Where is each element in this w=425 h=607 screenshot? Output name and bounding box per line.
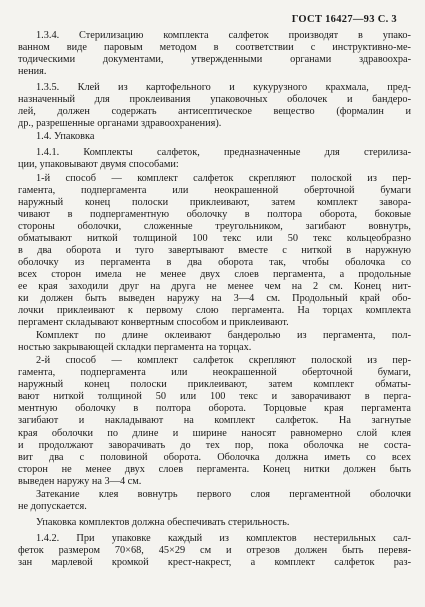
text-line: наружный конец полоски приклеивают, затем комплект обматы- (18, 379, 411, 391)
text-line: гамента, подпергамента или неокрашенной оберточной бумаги, (18, 367, 411, 379)
text-line: наружный конец полоски приклеивают, затем комплект завора- (18, 196, 411, 208)
text-line: лей, должен содержать антисептическое вещество (формалин и (18, 106, 411, 118)
text-line: 2-й способ — комплект салфеток скрепляют полоской из пер- (36, 355, 411, 367)
text-line: и продолжают заворачивать до тех пор, пока оболочка не соста- (18, 439, 411, 451)
paragraph (18, 330, 411, 354)
text-line: 1.4.1. Комплекты салфеток, предназначенные для стерилиза- (36, 147, 411, 159)
paragraph (18, 533, 411, 569)
text-line: лочки приклеивают к первому слою пергамента. На торцах комплекта (18, 305, 411, 317)
text-line: загибают и накладывают на комплект салфеток. На загнутые (18, 415, 411, 427)
text-line: оболочку из пергамента в два оборота так, чтобы оболочка со (18, 256, 411, 268)
text-line: чивают в подпергаментную оболочку в полтора оборота, боковые (18, 208, 411, 220)
text-line: Комплект по длине оклеивают бандеролью из пергамента, пол- (36, 330, 411, 342)
text-line: Упаковка комплектов должна обеспечивать стерильность. (36, 516, 290, 528)
text-line: Затекание клея вовнутрь первого слоя пергаментной оболочки (36, 488, 411, 500)
text-line: 1.3.5. Клей из картофельного и кукурузного крахмала, пред- (36, 82, 411, 94)
text-line: сторон не менее двух слоев пергамента. Конец нитки должен быть (18, 463, 411, 475)
text-line: ностью закрывающей складки пергамента на торцах. (18, 342, 252, 354)
paragraph (18, 355, 411, 488)
text-line: вит два с половиной оборота. Оболочка должна иметь со всех (18, 451, 411, 463)
text-line: пергамент складывают конвертным способом и приклеивают. (18, 317, 289, 329)
text-line: феток размером 70×68, 45×29 см и отрезов должен быть перевя- (18, 544, 411, 556)
text-line: нения. (18, 66, 47, 78)
text-line: 1.4.2. При упаковке каждый из комплектов нестерильных сал- (36, 532, 411, 544)
text-line: гамента, подпергамента или неокрашенной оберточной бумаги (18, 184, 411, 196)
text-line: края оболочки по длине и ширине наносят равномерно слой клея (18, 427, 411, 439)
document-body (18, 30, 411, 569)
text-line: не допускается. (18, 500, 87, 512)
paragraph (18, 82, 411, 130)
text-line: 1.3.4. Стерилизацию комплекта салфеток производят в упако- (36, 30, 411, 41)
text-line: 1.4. Упаковка (36, 131, 95, 143)
text-line: назначенный для проклеивания упаковочных оболочек и бандеро- (18, 94, 411, 106)
text-line: всех сторон имела не менее двух слоев пергамента, а продольные (18, 268, 411, 280)
paragraph (18, 173, 411, 330)
paragraph (18, 30, 411, 78)
text-line: тодическими документами, утвержденными органами здравоохра- (18, 54, 411, 66)
text-line: выведен наружу на 3—4 см. (18, 475, 142, 487)
text-line: ки должен быть выведен наружу на 3—4 см. Продольный край обо- (18, 292, 411, 304)
text-line: обматывают ниткой толщиной 100 текс или 50 текс кольцеобразно (18, 232, 411, 244)
text-line: ментную оболочку в полтора оборота. Торцовые края пергамента (18, 403, 411, 415)
paragraph (18, 147, 411, 171)
text-line: ции, упаковывают двумя способами: (18, 159, 179, 171)
text-line: 1-й способ — комплект салфеток скрепляют полоской из пер- (36, 172, 411, 184)
paragraph (18, 517, 411, 529)
text-line: ее края заходили друг на друга не менее чем на 2 см. Конец нит- (18, 280, 411, 292)
text-line: др., разрешенные органами здравоохранения). (18, 118, 222, 130)
text-line: ванном виде паровым методом в соответствии с инструктивно-ме- (18, 42, 411, 54)
text-line: стороны оболочки, сложенные треугольником, загибают вовнутрь, (18, 220, 411, 232)
text-line: вают ниткой толщиной 50 или 100 текс и заворачивают в перга- (18, 391, 411, 403)
paragraph (18, 489, 411, 513)
text-line: зан марлевой кромкой крест-накрест, а комплект салфеток раз- (18, 556, 411, 568)
page-header: ГОСТ 16427—93 С. 3 (291, 14, 397, 25)
text-line: в два оборота и туго завертывают вместе с ниткой в наружную (18, 244, 411, 256)
paragraph (18, 131, 411, 143)
